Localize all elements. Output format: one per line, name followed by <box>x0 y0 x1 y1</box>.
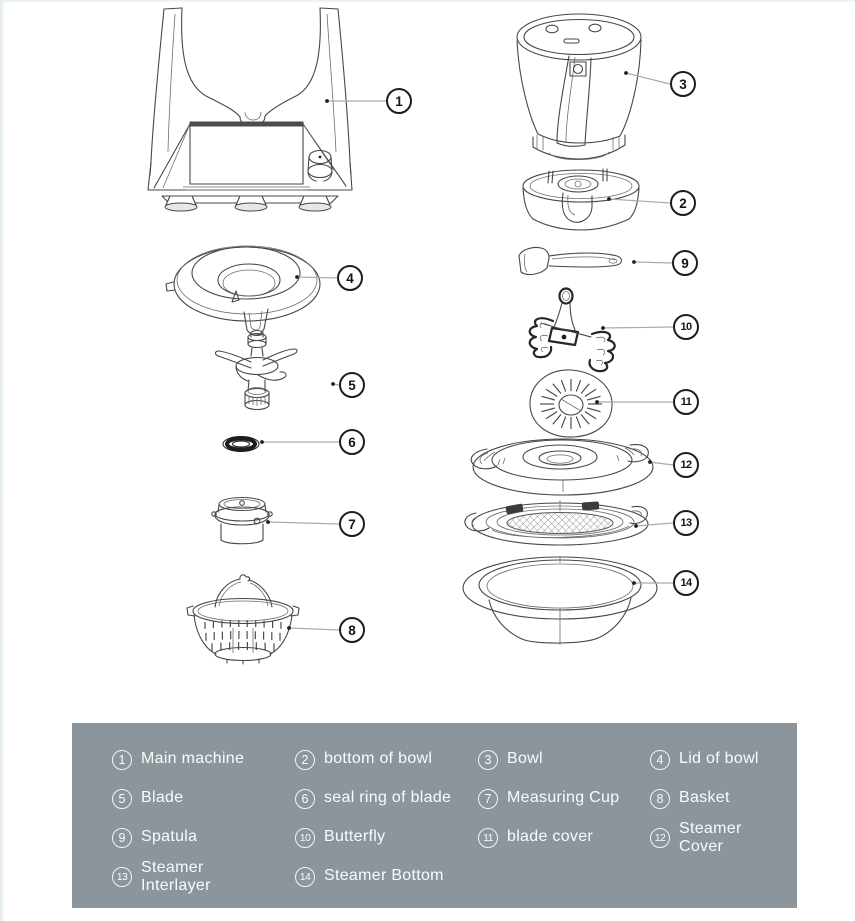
legend-num-circle: 13 <box>112 867 132 887</box>
legend-grid <box>72 723 797 896</box>
legend-label: Steamer Interlayer <box>141 858 211 894</box>
part-basket <box>187 575 299 664</box>
legend-label: Steamer Bottom <box>324 867 444 885</box>
part-steamer-bottom <box>463 556 657 645</box>
legend-label: bottom of bowl <box>324 750 433 768</box>
callout-bottom-of-bowl: 2 <box>670 190 696 216</box>
part-lid-of-bowl <box>166 246 320 335</box>
legend-num-circle: 4 <box>650 750 670 770</box>
legend-item-main-machine <box>112 750 295 770</box>
part-seal-ring <box>223 437 259 452</box>
part-bowl <box>517 14 641 160</box>
legend-label: Bowl <box>507 750 543 768</box>
part-measuring-cup <box>212 498 272 544</box>
part-steamer-cover <box>471 439 653 495</box>
callout-seal-ring: 6 <box>339 429 365 455</box>
legend-label: Blade <box>141 789 184 807</box>
legend-item-seal-ring <box>295 789 478 809</box>
legend-num-circle: 10 <box>295 828 315 848</box>
legend-num-circle: 2 <box>295 750 315 770</box>
legend-item-spatula <box>112 828 295 848</box>
part-blade <box>215 331 297 410</box>
legend-num-circle: 14 <box>295 867 315 887</box>
legend-num-circle: 9 <box>112 828 132 848</box>
legend-label: Lid of bowl <box>679 750 759 768</box>
callout-spatula: 9 <box>672 250 698 276</box>
legend-label: Basket <box>679 789 730 807</box>
part-steamer-interlayer <box>465 500 648 545</box>
legend-item-bottom-of-bowl <box>295 750 478 770</box>
legend-label: Measuring Cup <box>507 789 620 807</box>
legend-num-circle: 1 <box>112 750 132 770</box>
legend-item-blade <box>112 789 295 809</box>
callout-steamer-cover: 12 <box>673 452 699 478</box>
callout-steamer-bottom: 14 <box>673 570 699 596</box>
callout-blade: 5 <box>339 372 365 398</box>
callout-lid-of-bowl: 4 <box>337 265 363 291</box>
legend-item-blade-cover <box>478 828 650 848</box>
part-blade-cover <box>530 370 612 437</box>
part-butterfly <box>530 289 615 372</box>
legend-item-measuring-cup <box>478 789 650 809</box>
legend-num-circle: 5 <box>112 789 132 809</box>
legend-panel <box>72 723 797 908</box>
part-main-machine <box>148 8 352 211</box>
legend-label: Steamer Cover <box>679 819 742 855</box>
callout-butterfly: 10 <box>673 314 699 340</box>
legend-num-circle: 3 <box>478 750 498 770</box>
callout-measuring-cup: 7 <box>339 511 365 537</box>
legend-num-circle: 6 <box>295 789 315 809</box>
legend-item-steamer-interlayer <box>112 859 295 894</box>
legend-num-circle: 7 <box>478 789 498 809</box>
callout-basket: 8 <box>339 617 365 643</box>
callout-main-machine: 1 <box>386 88 412 114</box>
legend-label: Spatula <box>141 828 198 846</box>
callout-blade-cover: 11 <box>673 389 699 415</box>
legend-item-lid-of-bowl <box>650 750 791 770</box>
legend-item-basket <box>650 789 791 809</box>
legend-item-bowl <box>478 750 650 770</box>
legend-item-steamer-bottom <box>295 867 478 887</box>
legend-label: Butterfly <box>324 828 386 846</box>
callout-steamer-interlayer: 13 <box>673 510 699 536</box>
legend-label: seal ring of blade <box>324 789 452 807</box>
legend-label: blade cover <box>507 828 594 846</box>
part-spatula <box>519 247 622 274</box>
legend-num-circle: 8 <box>650 789 670 809</box>
legend-num-circle: 12 <box>650 828 670 848</box>
legend-item-steamer-cover <box>650 820 791 855</box>
legend-num-circle: 11 <box>478 828 498 848</box>
callout-bowl: 3 <box>670 71 696 97</box>
legend-label: Main machine <box>141 750 245 768</box>
legend-item-butterfly <box>295 828 478 848</box>
